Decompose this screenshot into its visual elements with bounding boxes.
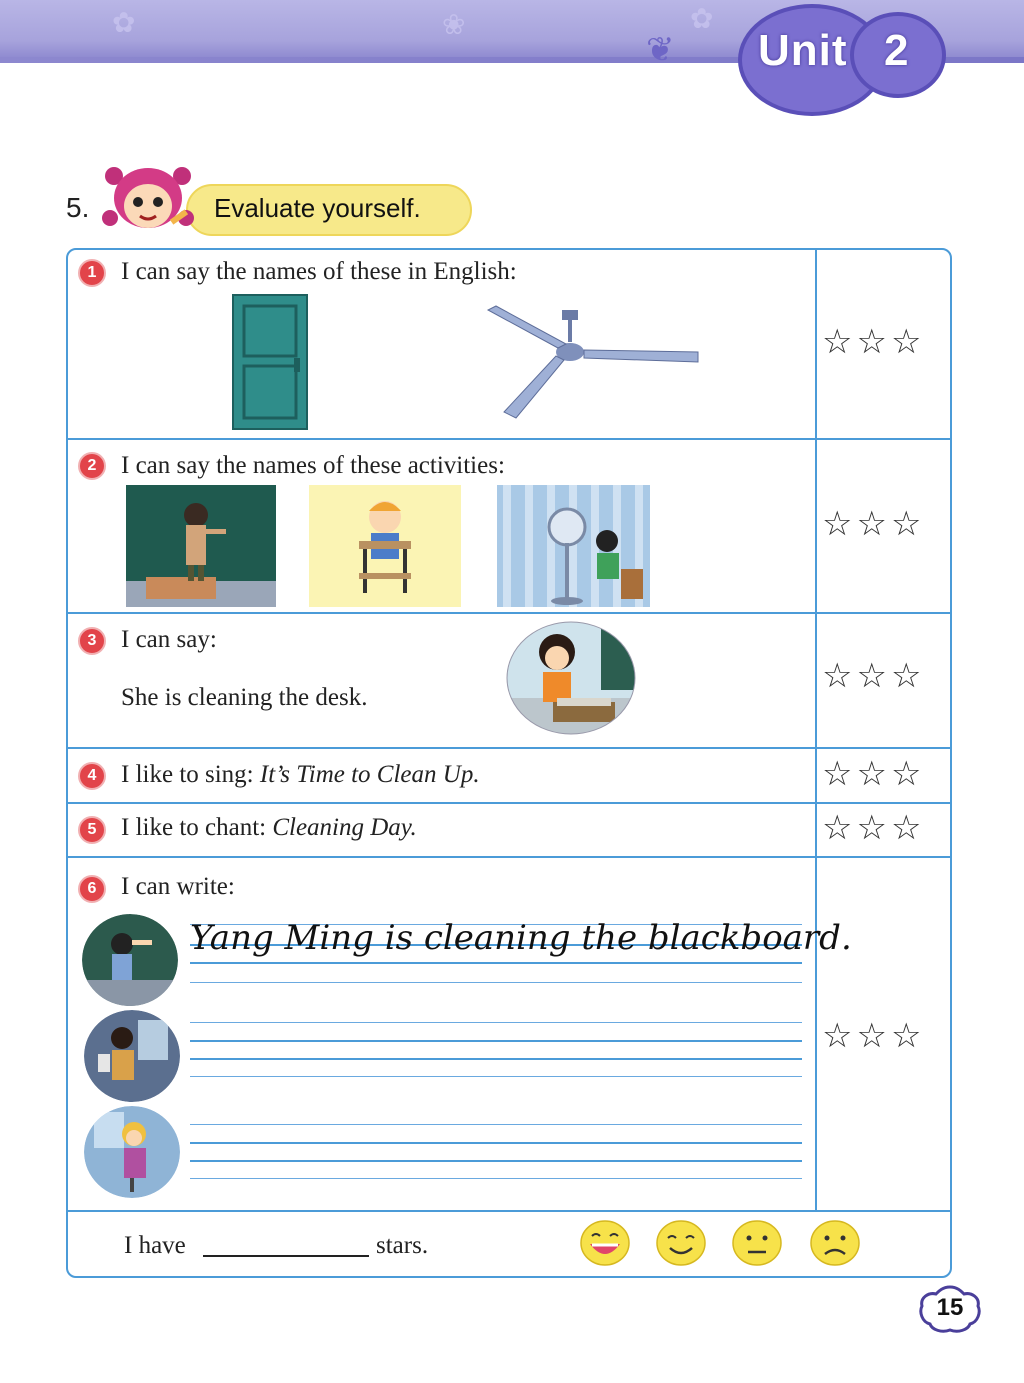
row-3-sentence: She is cleaning the desk. [121,684,368,711]
girl-sweeping-avatar [84,1106,180,1198]
exercise-number: 5. [66,192,90,223]
star-rating[interactable]: ☆☆☆ [822,754,926,794]
row-divider [66,747,952,749]
row-1-text: I can say the names of these in English: [121,258,517,285]
writing-guide-line [190,982,802,983]
writing-guide-line[interactable] [190,1040,802,1042]
boy-blackboard-avatar [82,914,178,1006]
mascot-girl-icon [100,162,196,240]
exercise-title: Evaluate yourself. [214,193,421,223]
sad-face-icon[interactable] [810,1220,860,1266]
stars-count-blank[interactable] [203,1255,369,1257]
row-number-badge: 4 [78,762,106,790]
row-2-text: I can say the names of these activities: [121,452,505,479]
row-divider [66,856,952,858]
unit-word: Unit [758,26,848,75]
writing-guide-line[interactable] [190,1124,802,1125]
laughing-face-icon[interactable] [580,1220,630,1266]
clean-blackboard-picture [126,485,276,607]
star-rating[interactable]: ☆☆☆ [822,656,926,696]
writing-guide-line[interactable] [190,1178,802,1179]
girl-window-avatar [84,1010,180,1102]
row-number-badge: 3 [78,627,106,655]
row-divider [66,612,952,614]
star-rating[interactable]: ☆☆☆ [822,504,926,544]
footer-before-blank: I have [124,1232,186,1259]
chant-title: Cleaning Day. [272,814,417,841]
row-number-badge: 1 [78,259,106,287]
unit-number: 2 [884,26,909,75]
writing-guide-line[interactable] [190,1142,802,1144]
smiling-face-icon[interactable] [656,1220,706,1266]
row-6-text: I can write: [121,873,235,900]
song-title: It’s Time to Clean Up. [259,761,480,788]
butterfly-decoration-icon: ❀ [442,10,466,41]
unit-badge [732,2,950,120]
row-divider [66,802,952,804]
flower-decoration-icon: ✿ [690,4,714,35]
neutral-face-icon[interactable] [732,1220,782,1266]
star-rating[interactable]: ☆☆☆ [822,322,926,362]
row-3-text: I can say: [121,626,217,653]
clean-desk-picture [505,620,637,736]
ceiling-fan-picture [484,304,702,422]
writing-guide-line[interactable] [190,1076,802,1077]
row-4-text: I like to sing: It’s Time to Clean Up. [121,761,480,788]
star-rating[interactable]: ☆☆☆ [822,1016,926,1056]
row-divider [66,1210,952,1212]
writing-guide-line [190,962,802,964]
writing-guide-line[interactable] [190,1058,802,1060]
example-sentence: Yang Ming is cleaning the blackboard. [190,918,852,958]
put-chair-picture [309,485,461,607]
flower-decoration-icon: ✿ [112,8,136,39]
stars-column-divider [815,250,817,1212]
row-number-badge: 5 [78,816,106,844]
page-number-badge [918,1284,982,1334]
door-picture [232,294,308,430]
star-rating[interactable]: ☆☆☆ [822,808,926,848]
row-divider [66,438,952,440]
writing-guide-line[interactable] [190,1160,802,1162]
page-number: 15 [936,1294,964,1321]
butterfly-icon: ❦ [646,32,675,69]
clean-fan-picture [497,485,650,607]
row-number-badge: 2 [78,452,106,480]
footer-after-blank: stars. [376,1232,429,1259]
writing-guide-line[interactable] [190,1022,802,1023]
row-5-text: I like to chant: Cleaning Day. [121,814,417,841]
row-number-badge: 6 [78,875,106,903]
